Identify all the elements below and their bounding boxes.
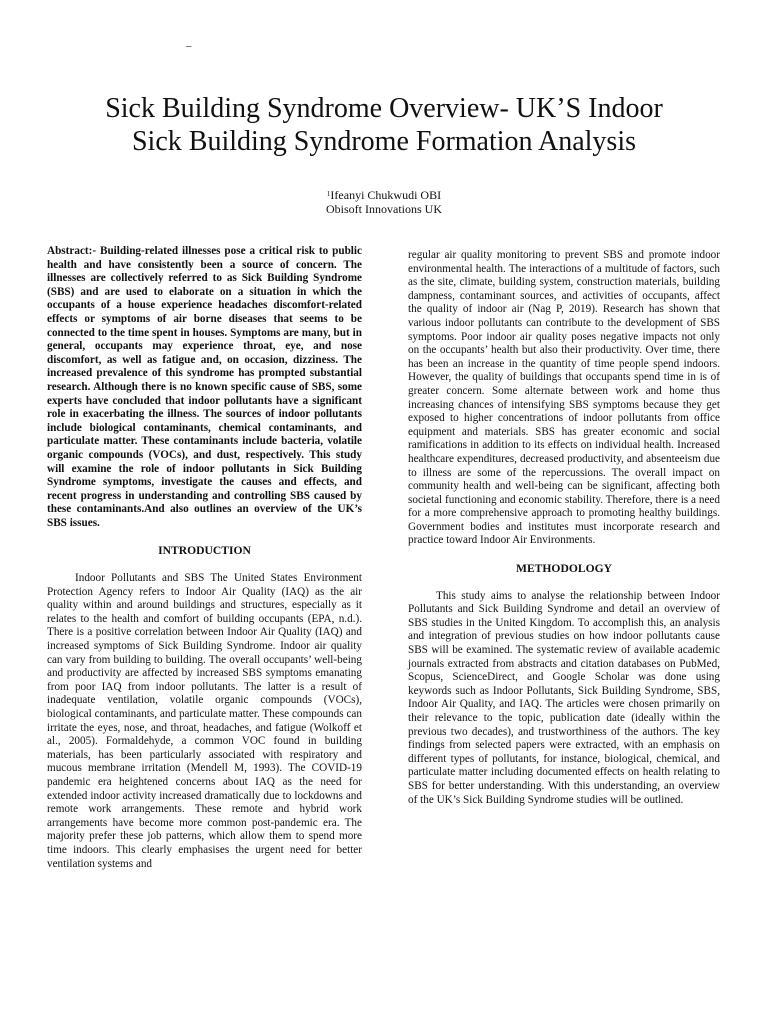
- author-name-line: [0, 188, 768, 202]
- author-superscript: 1: [326, 190, 331, 198]
- introduction-body: Indoor Pollutants and SBS The United States Environment Protection Agency refers to Indoor Air Quality (IAQ) as the air quality within and around buildings and structures, especially as it relates to the health and comfort of building occupants (EPA, n.d.). There is a positive correlation between Indoor Air Quality (IAQ) and increased symptoms of Sick Building Syndrome. Indoor air quality can vary from building to building. The overall occupants’ well-being and productivity are affected by increased SBS symptoms emanating from poor IAQ from indoor pollutants. The latter is a result of inadequate ventilation, volatile organic compounds (VOCs), biological contaminants, and particulate matter. These compounds can irritate the eyes, nose, and throat, headaches, and fatigue (Wolkoff et al., 2005). Formaldehyde, a common VOC found in building materials, has been particularly associated with respiratory and mucous membrane irritation (Mendell M, 1993). The COVID-19 pandemic era heightened concerns about IAQ as the need for extended indoor activity increased dramatically due to lockdowns and remote work arrangements. These remote and hybrid work arrangements have become more common post-pandemic era. The majority prefer these job patterns, which allow them to spend more time indoors. This clearly emphasises the urgent need for better ventilation systems and: [47, 572, 362, 870]
- abstract: Abstract:- Building-related illnesses pose a critical risk to public health and have consistently been a source of concern. The illnesses are collectively referred to as Sick Building Syndrome (SBS) and are used to elaborate on a situation in which the occupants of a house experience headaches discomfort-related effects or symptoms of air borne diseases that seems to be connected to the time spent in houses. Symptoms are many, but in general, occupants may experience throat, eye, and nose discomfort, as well as fatigue and, on occasion, dizziness. The increased prevalence of this syndrome has prompted substantial research. Although there is no known specific cause of SBS, some experts have concluded that indoor pollutants have a significant role in exacerbating the illness. The sources of indoor pollutants include biological contaminants, chemical contaminants, and particulate matter. These contaminants include bacteria, volatile organic compounds (VOCs), and dust, respectively. This study will examine the role of indoor pollutants in Sick Building Syndrome symptoms, investigate the causes and effects, and recent progress in understanding and controlling SBS caused by these contaminants.And also outlines an overview of the UK’s SBS issues.: [47, 245, 362, 529]
- introduction-heading: INTRODUCTION: [158, 544, 251, 558]
- title-line-2: Sick Building Syndrome Formation Analysis: [131, 126, 636, 157]
- title-line-1: Sick Building Syndrome Overview- UK’S Indoor: [105, 93, 663, 124]
- author-affiliation: Obisoft Innovations UK: [326, 202, 442, 216]
- author-block: [0, 188, 768, 216]
- left-column: [47, 245, 362, 871]
- right-column: [408, 249, 720, 807]
- author-name: Ifeanyi Chukwudi OBI: [330, 188, 442, 202]
- introduction-continuation: regular air quality monitoring to prevent SBS and promote indoor environmental health. The interactions of a multitude of factors, such as the site, climate, building system, construction materials, building dampness, contaminant sources, and activities of occupants, affect the quality of indoor air (Nag P, 2019). Research has shown that various indoor pollutants can contribute to the development of SBS symptoms. Poor indoor air quality poses negative impacts not only on the occupants’ health but also their productivity. Over time, there has been an increase in the quantity of time people spend indoors. However, the quality of buildings that occupants spend time in is of greater concern. Some alternate between work and home thus increasing chances of intensifying SBS symptoms because they get exposed to higher concentrations of indoor pollutants from office equipment and materials. SBS has greater economic and social ramifications in addition to its effects on individual health. Increased healthcare expenditures, decreased productivity, and absenteeism due to illness are some of the repercussions. The overall impact on community health and well-being can be significant, affecting both societal functioning and economic stability. Therefore, there is a need for a more comprehensive approach to promoting healthy buildings. Government bodies and institutes must incorporate research and practice toward Indoor Air Environments.: [408, 249, 720, 547]
- header-mark: –: [186, 40, 192, 52]
- methodology-body: This study aims to analyse the relationship between Indoor Pollutants and Sick Building Syndrome and detail an overview of SBS studies in the United Kingdom. To accomplish this, an analysis and integration of previous studies on how indoor pollutants cause SBS will be examined. The systematic review of available academic journals extracted from abstracts and citation databases on PubMed, Scopus, ScienceDirect, and Google Scholar was done using keywords such as Indoor Pollutants, Sick Building Syndrome, SBS, Indoor Air Quality, and IAQ. The articles were chosen primarily on their relevance to the topic, publication date (ideally within the previous two decades), and trustworthiness of the authors. The key findings from selected papers were extracted, with an emphasis on different types of pollutants, for instance, biological, chemical, and particulate matter including documented effects on health relating to SBS for better understanding. With this understanding, an overview of the UK’s Sick Building Syndrome studies will be outlined.: [408, 589, 720, 806]
- methodology-heading: METHODOLOGY: [516, 562, 612, 576]
- paper-title: [40, 92, 728, 158]
